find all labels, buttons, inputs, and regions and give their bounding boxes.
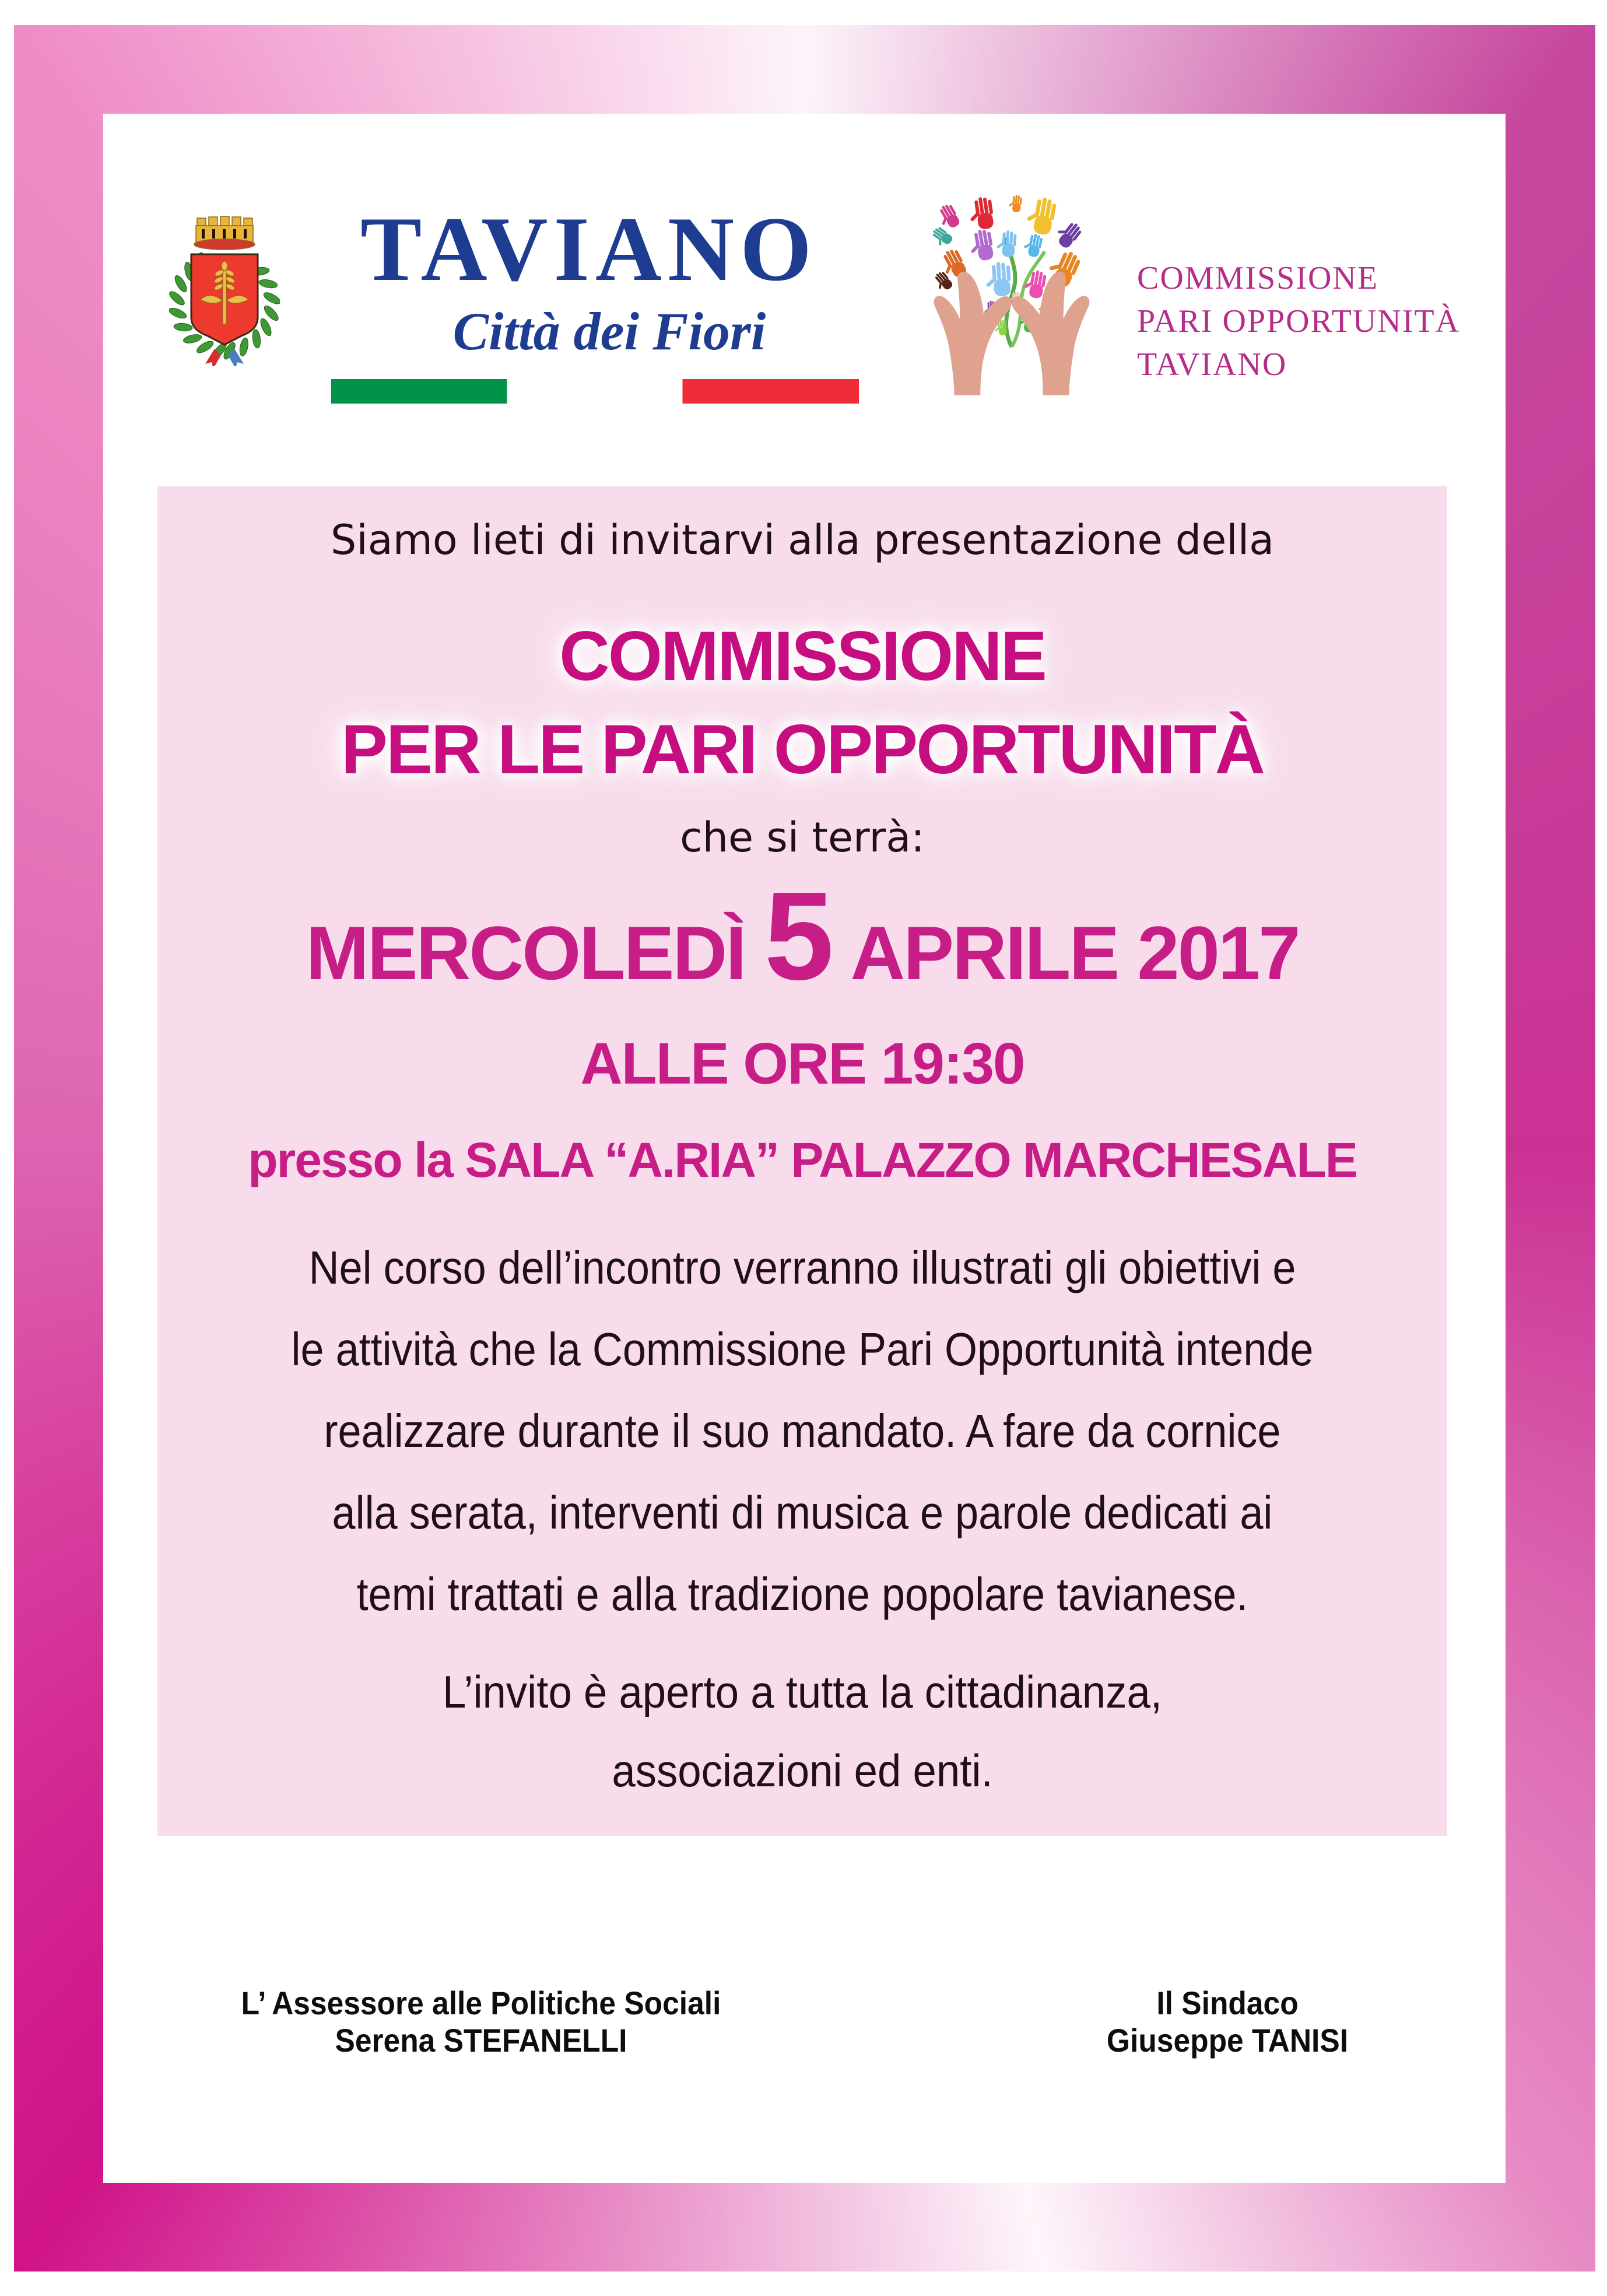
commission-logo-line2: PARI OPPORTUNITÀ xyxy=(1137,303,1460,339)
commission-logo-line3: TAVIANO xyxy=(1137,346,1287,383)
commission-logo-text xyxy=(1137,257,1510,386)
invitation-box xyxy=(157,486,1447,1836)
invitation-body xyxy=(222,1227,1383,1635)
poster-content-area xyxy=(103,114,1506,2183)
invitation-subtitle: che si terrà: xyxy=(680,814,925,861)
italian-flag-stripe-icon xyxy=(331,379,859,404)
city-name: TAVIANO xyxy=(360,198,818,300)
invitation-closing xyxy=(202,1653,1402,1810)
city-subtitle: Città dei Fiori xyxy=(452,302,766,361)
event-date-day: 5 xyxy=(764,865,834,1006)
event-date-weekday: MERCOLEDÌ xyxy=(306,910,764,995)
closing-line: L’invito è aperto a tutta la cittadinanza, xyxy=(442,1666,1162,1717)
body-line: realizzare durante il suo mandato. A fare da cornice xyxy=(324,1405,1281,1457)
event-time: ALLE ORE 19:30 xyxy=(580,1031,1024,1096)
body-line: alla serata, interventi di musica e parole dedicati ai xyxy=(332,1487,1273,1538)
signature-assessore-name: Serena STEFANELLI xyxy=(335,2022,627,2059)
event-location: presso la SALA “A.RIA” PALAZZO MARCHESALE xyxy=(248,1133,1357,1187)
signature-assessore-role: L’ Assessore alle Politiche Sociali xyxy=(241,1985,721,2021)
gradient-border-frame xyxy=(14,25,1595,2272)
signature-sindaco-role: Il Sindaco xyxy=(1156,1985,1299,2021)
event-date-month-year: APRILE 2017 xyxy=(834,910,1299,995)
event-date xyxy=(157,863,1447,1026)
body-line: le attività che la Commissione Pari Opportunità intende xyxy=(291,1323,1314,1375)
invitation-title-line1: COMMISSIONE xyxy=(559,617,1045,695)
colorful-hands-tree-logo-icon xyxy=(898,175,1125,399)
commission-logo-line1: COMMISSIONE xyxy=(1137,260,1379,296)
invitation-title-line2: PER LE PARI OPPORTUNITÀ xyxy=(341,710,1264,788)
city-title-block xyxy=(222,198,956,361)
signature-sindaco xyxy=(986,1985,1469,2059)
body-line: Nel corso dell’incontro verranno illustrati gli obiettivi e xyxy=(308,1242,1296,1294)
closing-line: associazioni ed enti. xyxy=(612,1745,993,1796)
signature-assessore xyxy=(210,1985,752,2059)
body-line: temi trattati e alla tradizione popolare tavianese. xyxy=(356,1568,1248,1620)
signature-sindaco-name: Giuseppe TANISI xyxy=(1106,2022,1349,2059)
invitation-intro: Siamo lieti di invitarvi alla presentazione della xyxy=(330,516,1275,564)
